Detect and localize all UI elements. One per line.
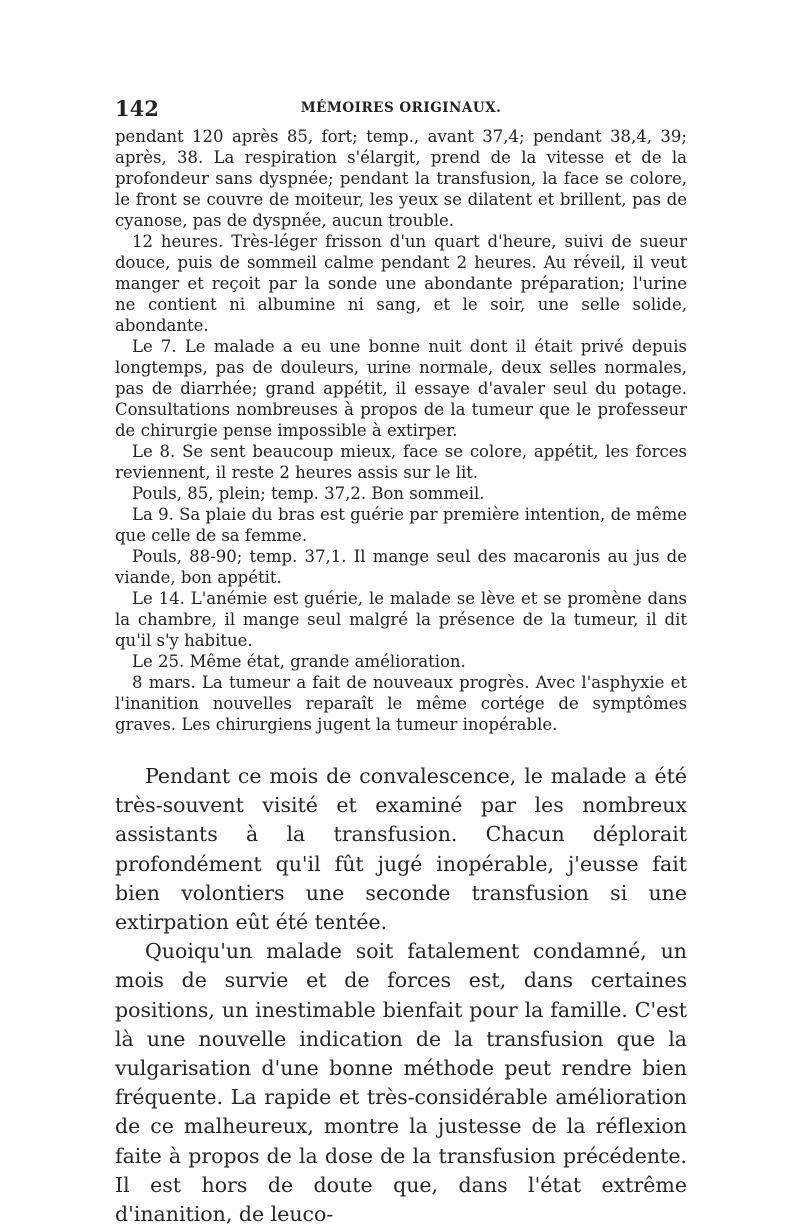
case-note-paragraph: Pouls, 88-90; temp. 37,1. Il mange seul des macaronis au jus de viande, bon appétit. <box>115 547 687 587</box>
case-note-paragraph: pendant 120 après 85, fort; temp., avant 37,4; pendant 38,4, 39; après, 38. La respiration s'élargit, prend de la vitesse et de la profondeur sans dyspnée; pendant la transfusion, la face se colore, le front se couvre de moiteur, les yeux se dilatent et brillent, pas de cyanose, pas de dyspnée, aucun trouble. <box>115 127 687 230</box>
case-note-paragraph: 12 heures. Très-léger frisson d'un quart d'heure, suivi de sueur douce, puis de sommeil calme pendant 2 heures. Au réveil, il veut manger et reçoit par la sonde une abondante préparation; l'urine ne contient ni albumine ni sang, et le soir, une selle solide, abondante. <box>115 232 687 335</box>
case-note-paragraph: Pouls, 85, plein; temp. 37,2. Bon sommeil. <box>132 484 485 503</box>
case-note-paragraph: Le 25. Même état, grande amélioration. <box>132 652 466 671</box>
case-note-paragraph: Le 8. Se sent beaucoup mieux, face se colore, appétit, les forces reviennent, il reste 2 heures assis sur le lit. <box>115 442 687 482</box>
running-title: MÉMOIRES ORIGINAUX. <box>300 100 502 116</box>
case-note-paragraph: La 9. Sa plaie du bras est guérie par première intention, de même que celle de sa femme. <box>115 505 687 545</box>
case-notes <box>115 126 687 735</box>
page-number: 142 <box>115 96 159 121</box>
case-note-paragraph: Le 14. L'anémie est guérie, le malade se lève et se promène dans la chambre, il mange seul malgré la présence de la tumeur, il dit qu'il s'y habitue. <box>115 589 687 650</box>
body-paragraph: Pendant ce mois de convalescence, le malade a été très-souvent visité et examiné par les nombreux assistants à la transfusion. Chacun déplorait profondément qu'il fût jugé inopérable, j'eusse fait bien volontiers une seconde transfusion si une extirpation eût été tentée. <box>115 764 687 935</box>
body-paragraph: Quoiqu'un malade soit fatalement condamné, un mois de survie et de forces est, dans certaines positions, un inestimable bienfait pour la famille. C'est là une nouvelle indication de la transfusion que la vulgarisation d'une bonne méthode peut rendre bien fréquente. La rapide et très-considérable amélioration de ce malheureux, montre la justesse de la réflexion faite à propos de la dose de la transfusion précédente. Il est hors de doute que, dans l'état extrême d'inanition, de leuco- <box>115 939 687 1227</box>
body-text <box>115 762 687 1229</box>
case-note-paragraph: Le 7. Le malade a eu une bonne nuit dont il était privé depuis longtemps, pas de douleurs, urine normale, deux selles normales, pas de diarrhée; grand appétit, il essaye d'avaler seul du potage. Consultations nombreuses à propos de la tumeur que le professeur de chirurgie pense impossible à extirper. <box>115 337 687 440</box>
page-header <box>115 96 687 122</box>
case-note-paragraph: 8 mars. La tumeur a fait de nouveaux progrès. Avec l'asphyxie et l'inanition nouvelles reparaît le même cortége de symptômes graves. Les chirurgiens jugent la tumeur inopérable. <box>115 673 687 734</box>
